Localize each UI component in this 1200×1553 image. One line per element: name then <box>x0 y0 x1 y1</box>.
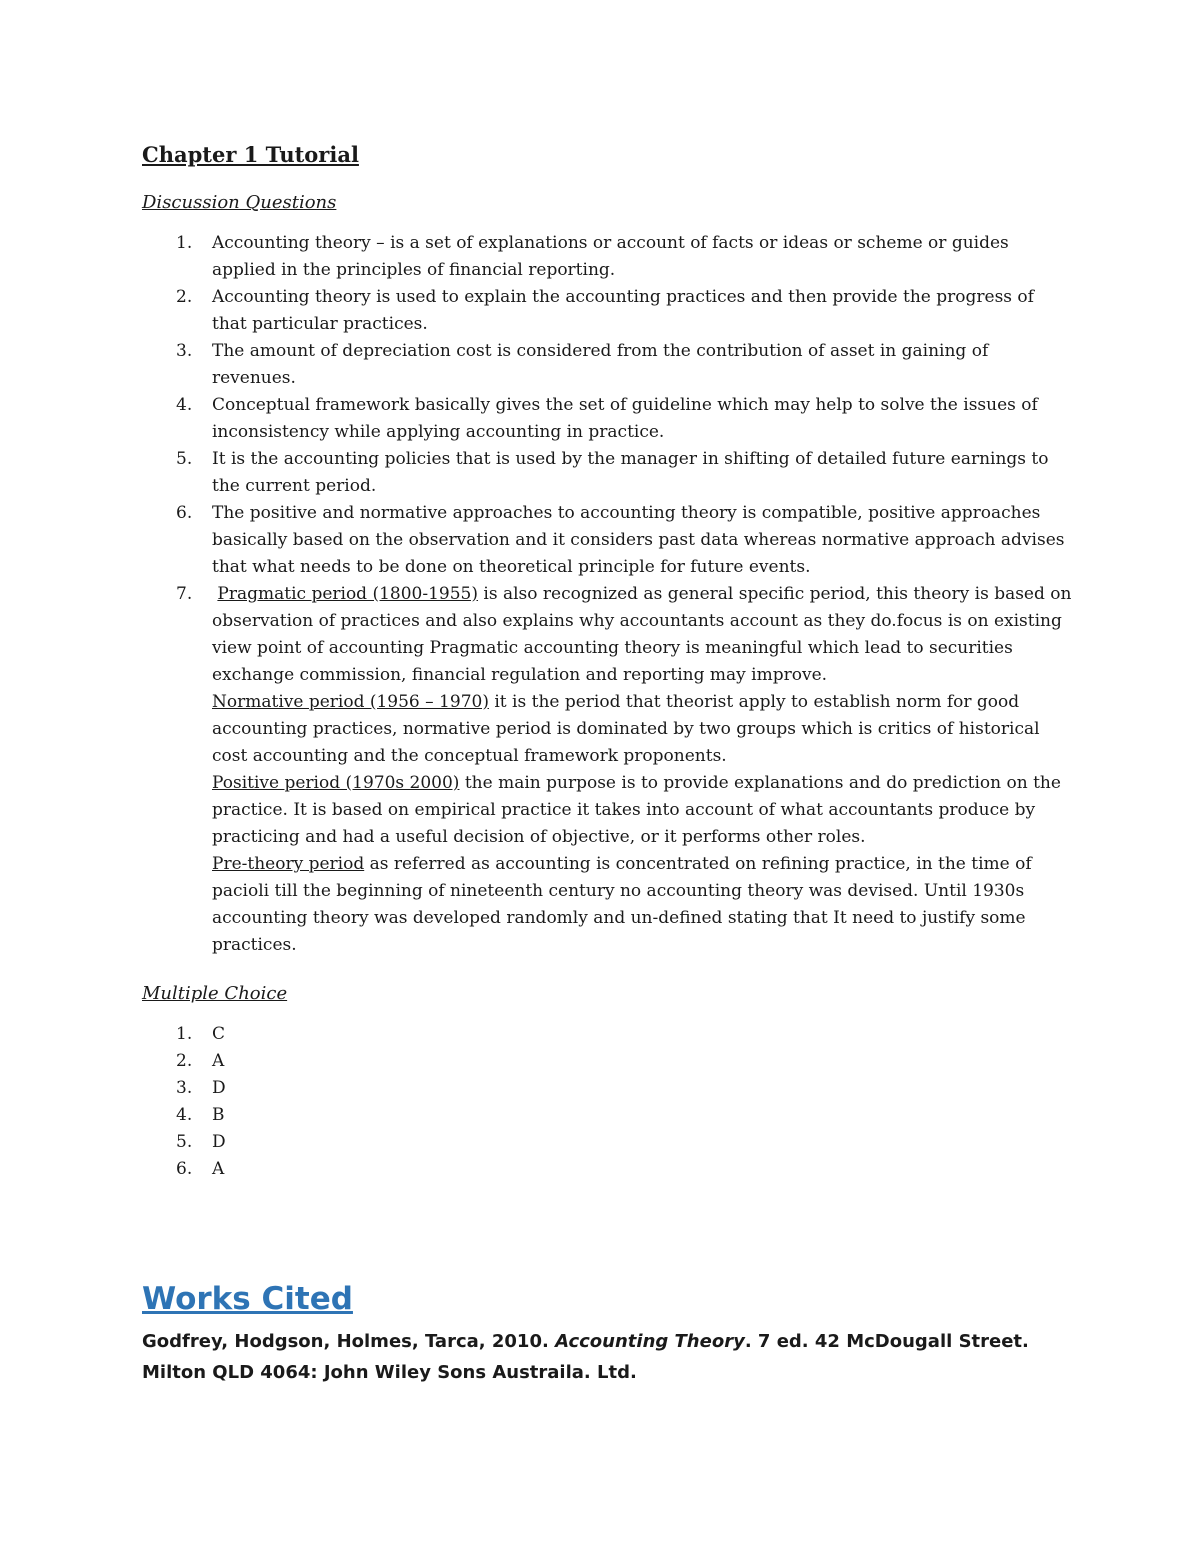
item-text: It is the accounting policies that is used by the manager in shifting of detailed future earnings to the current period. <box>212 449 1049 496</box>
mc-item <box>142 1048 1072 1075</box>
item-text: Accounting theory is used to explain the accounting practices and then provide the progress of that particular practices. <box>212 287 1034 334</box>
multiple-choice-heading: Multiple Choice <box>142 983 288 1004</box>
mc-answer: D <box>212 1078 226 1098</box>
mc-answer: B <box>212 1105 225 1125</box>
pragmatic-period-paragraph <box>212 581 1072 689</box>
item-number: 3. <box>176 1078 193 1098</box>
item-number: 4. <box>176 395 193 415</box>
mc-item <box>142 1156 1072 1183</box>
item-text: Accounting theory – is a set of explanations or account of facts or ideas or scheme or guides applied in the principles of financial reporting. <box>212 233 1009 280</box>
item-number: 2. <box>176 1051 193 1071</box>
discussion-item <box>142 500 1072 581</box>
item-text: The positive and normative approaches to accounting theory is compatible, positive approaches basically based on the observation and it considers past data whereas normative approach advises that what needs to be done on theoretical principle for future events. <box>212 503 1065 577</box>
period-term: Pragmatic period (1800-1955) <box>217 584 479 604</box>
item-number: 6. <box>176 503 193 523</box>
item-text: Conceptual framework basically gives the set of guideline which may help to solve the issues of inconsistency while applying accounting in practice. <box>212 395 1038 442</box>
citation-details: . 7 ed. 42 McDougall Street. Milton QLD 4064: John Wiley Sons Austraila. Ltd. <box>142 1331 1029 1383</box>
period-description: is also recognized as general specific period, this theory is based on observation of practices and also explains why accountants account as they do.focus is on existing view point of accounting Pragmatic accounting theory is meaningful which lead to securities exchange commission, financial regulation and reporting may improve. <box>212 584 1072 685</box>
mc-item <box>142 1129 1072 1156</box>
period-term: Normative period (1956 – 1970) <box>212 692 489 712</box>
mc-item <box>142 1075 1072 1102</box>
multiple-choice-list <box>142 1021 1072 1183</box>
mc-answer: A <box>212 1159 225 1179</box>
positive-period-paragraph <box>212 770 1072 851</box>
period-term: Pre-theory period <box>212 854 365 874</box>
mc-answer: D <box>212 1132 226 1152</box>
normative-period-paragraph <box>212 689 1072 770</box>
citation-authors: Godfrey, Hodgson, Holmes, Tarca, 2010. <box>142 1331 556 1352</box>
mc-answer: C <box>212 1024 226 1044</box>
document-title: Chapter 1 Tutorial <box>142 142 359 167</box>
mc-item <box>142 1021 1072 1048</box>
period-term: Positive period (1970s 2000) <box>212 773 460 793</box>
citation-entry <box>142 1326 1072 1388</box>
discussion-item <box>142 284 1072 338</box>
discussion-item <box>142 446 1072 500</box>
item-number: 5. <box>176 449 193 469</box>
document-page <box>142 140 1072 1183</box>
item-number: 3. <box>176 341 193 361</box>
item-number: 1. <box>176 1024 193 1044</box>
period-description: the main purpose is to provide explanations and do prediction on the practice. It is based on empirical practice it takes into account of what accountants produce by practicing and had a useful decision of objective, or it performs other roles. <box>212 773 1061 847</box>
discussion-item <box>142 392 1072 446</box>
item-number: 5. <box>176 1132 193 1152</box>
item-number: 7. <box>176 584 193 604</box>
works-cited-section <box>142 1278 1072 1388</box>
discussion-questions-list <box>142 230 1072 959</box>
discussion-item <box>142 230 1072 284</box>
discussion-item-periods <box>142 581 1072 959</box>
item-number: 6. <box>176 1159 193 1179</box>
works-cited-heading: Works Cited <box>142 1281 353 1317</box>
period-description: as referred as accounting is concentrated on refining practice, in the time of pacioli till the beginning of nineteenth century no accounting theory was devised. Until 1930s accounting theory was developed randomly and un-defined stating that It need to justify some practices. <box>212 854 1032 955</box>
mc-item <box>142 1102 1072 1129</box>
item-text: The amount of depreciation cost is considered from the contribution of asset in gaining of revenues. <box>212 341 989 388</box>
item-number: 1. <box>176 233 193 253</box>
discussion-questions-heading: Discussion Questions <box>142 192 337 213</box>
item-number: 2. <box>176 287 193 307</box>
mc-answer: A <box>212 1051 225 1071</box>
pre-theory-period-paragraph <box>212 851 1072 959</box>
item-number: 4. <box>176 1105 193 1125</box>
period-description: it is the period that theorist apply to establish norm for good accounting practices, normative period is dominated by two groups which is critics of historical cost accounting and the conceptual framework proponents. <box>212 692 1040 766</box>
discussion-item <box>142 338 1072 392</box>
citation-title: Accounting Theory <box>555 1331 745 1352</box>
